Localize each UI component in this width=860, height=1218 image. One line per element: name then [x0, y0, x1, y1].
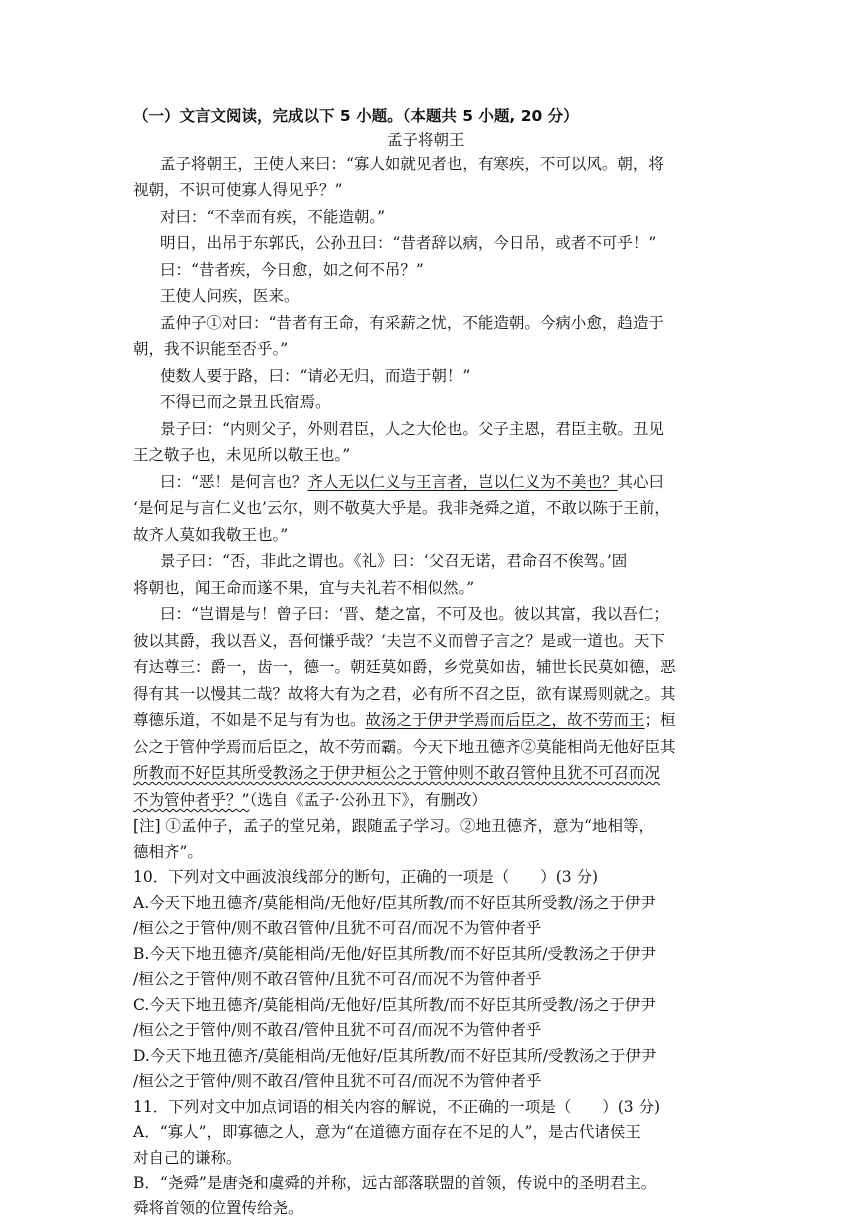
- passage-line-17: 将朝也，闻王命而遂不果，宜与夫礼若不相似然。”: [133, 579, 475, 597]
- passage-source: （选自《孟子·公孙丑下》，有删改）: [249, 791, 487, 809]
- note-line-2: 德相齐”。: [133, 843, 203, 861]
- question-10-option-a-line-1[interactable]: A.今天下地丑德齐/莫能相尚/无他好/臣其所教/而不好臣其所受教/汤之于伊尹: [133, 894, 656, 912]
- passage-line-14: ‘是何足与言仁义也’云尔，则不敬莫大乎是。我非尧舜之道，不敢以陈于王前，: [133, 499, 670, 517]
- passage-line-22: [133, 710, 676, 730]
- passage-line-23: 公之于管仲学焉而后臣之，故不劳而霸。今天下地丑德齐②莫能相尚无他好臣其: [133, 738, 676, 756]
- passage-line-4: 明日，出吊于东郭氏，公孙丑曰：“昔者辞以病，今日吊，或者不可乎！”: [160, 234, 657, 252]
- passage-line-2: 视朝，不识可使寡人得见乎？”: [133, 181, 343, 199]
- passage-line-22-start: 尊德乐道，不如是不足与有为也。: [133, 711, 366, 729]
- underlined-sentence-1: 齐人无以仁义与王言者，岂以仁义为不美也？: [307, 473, 618, 491]
- question-10-option-d-line-1[interactable]: D.今天下地丑德齐/莫能相尚/无他好/臣其所教/而不好臣其所/受教汤之于伊尹: [133, 1047, 657, 1065]
- passage-line-9: 使数人要于路，曰：“请必无归，而造于朝！”: [160, 367, 471, 385]
- section-heading: （一）文言文阅读，完成以下 5 小题。（本题共 5 小题, 20 分）: [133, 107, 579, 125]
- question-10-option-d-line-2[interactable]: /桓公之于管仲/则不敢召/管仲且犹不可召/而况不为管仲者乎: [133, 1072, 542, 1090]
- question-10-option-a-line-2[interactable]: /桓公之于管仲/则不敢召管仲/且犹不可召/而况不为管仲者乎: [133, 919, 542, 937]
- note-line-1: [注] ①孟仲子，孟子的堂兄弟，跟随孟子学习。②地丑德齐，意为“地相等，: [133, 817, 654, 835]
- wavy-line-section: 所教而不好臣其所受教汤之于伊尹桓公之于管仲则不敢召管仲且犹不可召而况: [133, 764, 661, 782]
- question-11-option-a-line-2[interactable]: 对自己的谦称。: [133, 1149, 242, 1167]
- question-11-option-b-line-1[interactable]: B．“尧舜”是唐尧和虞舜的并称，远古部落联盟的首领，传说中的圣明君主。: [133, 1174, 657, 1192]
- question-11-option-b-line-2[interactable]: 舜将首领的位置传给尧。: [133, 1199, 304, 1217]
- underlined-sentence-2: 故汤之于伊尹学焉而后臣之，故不劳而王: [365, 711, 645, 729]
- passage-line-13-start: 曰：“恶！是何言也？: [160, 473, 308, 491]
- passage-line-13: [160, 472, 664, 492]
- passage-line-15: 故齐人莫如我敬王也。”: [133, 526, 289, 544]
- passage-line-12: 王之敬子也，未见所以敬王也。”: [133, 446, 351, 464]
- passage-line-25: [133, 790, 487, 810]
- passage-line-7: 孟仲子①对曰：“昔者有王命，有采薪之忧，不能造朝。今病小愈，趋造于: [160, 314, 664, 332]
- question-11-stem: 11．下列对文中加点词语的相关内容的解说，不正确的一项是（ ）(3 分): [133, 1098, 661, 1116]
- passage-line-8: 朝，我不识能至否乎。”: [133, 340, 289, 358]
- passage-line-19: 彼以其爵，我以吾义，吾何慊乎哉？’夫岂不义而曾子言之？是或一道也。天下: [133, 632, 665, 650]
- passage-line-16: 景子曰：“否，非此之谓也。《礼》曰：‘父召无诺，君命召不俟驾。’固: [160, 552, 628, 570]
- passage-line-6: 王使人问疾，医来。: [160, 287, 300, 305]
- question-10-option-c-line-1[interactable]: C.今天下地丑德齐/莫能相尚/无他好/臣其所教/而不好臣其所受教/汤之于伊尹: [133, 996, 656, 1014]
- passage-line-5: 曰：“昔者疾，今日愈，如之何不吊？”: [160, 261, 424, 279]
- passage-line-1: 孟子将朝王，王使人来曰：“寡人如就见者也，有寒疾，不可以风。朝，将: [160, 155, 664, 173]
- passage-line-21: 得有其一以慢其二哉？故将大有为之君，必有所不召之臣，欲有谋焉则就之。其: [133, 685, 676, 703]
- passage-line-10: 不得已而之景丑氏宿焉。: [160, 393, 331, 411]
- passage-line-22-end: ；桓: [644, 711, 676, 729]
- passage-line-3: 对曰：“不幸而有疾，不能造朝。”: [160, 208, 386, 226]
- passage-line-20: 有达尊三：爵一，齿一，德一。朝廷莫如爵，乡党莫如齿，辅世长民莫如德，恶: [133, 658, 676, 676]
- passage-line-11: 景子曰：“内则父子，外则君臣，人之大伦也。父子主恩，君臣主敬。丑见: [160, 420, 664, 438]
- question-10-stem: 10．下列对文中画波浪线部分的断句，正确的一项是（ ）(3 分): [133, 868, 599, 886]
- wavy-line-end: 不为管仲者乎？”: [133, 791, 250, 809]
- passage-line-18: 曰：“岂谓是与！曾子曰：‘晋、楚之富，不可及也。彼以其富，我以吾仁；: [160, 605, 669, 623]
- passage-line-13-end: 其心曰: [617, 473, 664, 491]
- question-10-option-b-line-2[interactable]: /桓公之于管仲/则不敢召管仲/且犹不可召/而况不为管仲者乎: [133, 970, 542, 988]
- passage-title: 孟子将朝王: [387, 131, 465, 149]
- question-10-option-c-line-2[interactable]: /桓公之于管仲/则不敢召/管仲且犹不可召/而况不为管仲者乎: [133, 1021, 542, 1039]
- question-11-option-a-line-1[interactable]: A．“寡人”，即寡德之人，意为“在道德方面存在不足的人”，是古代诸侯王: [133, 1123, 641, 1141]
- question-10-option-b-line-1[interactable]: B.今天下地丑德齐/莫能相尚/无他/好臣其所教/而不好臣其所/受教汤之于伊尹: [133, 945, 656, 963]
